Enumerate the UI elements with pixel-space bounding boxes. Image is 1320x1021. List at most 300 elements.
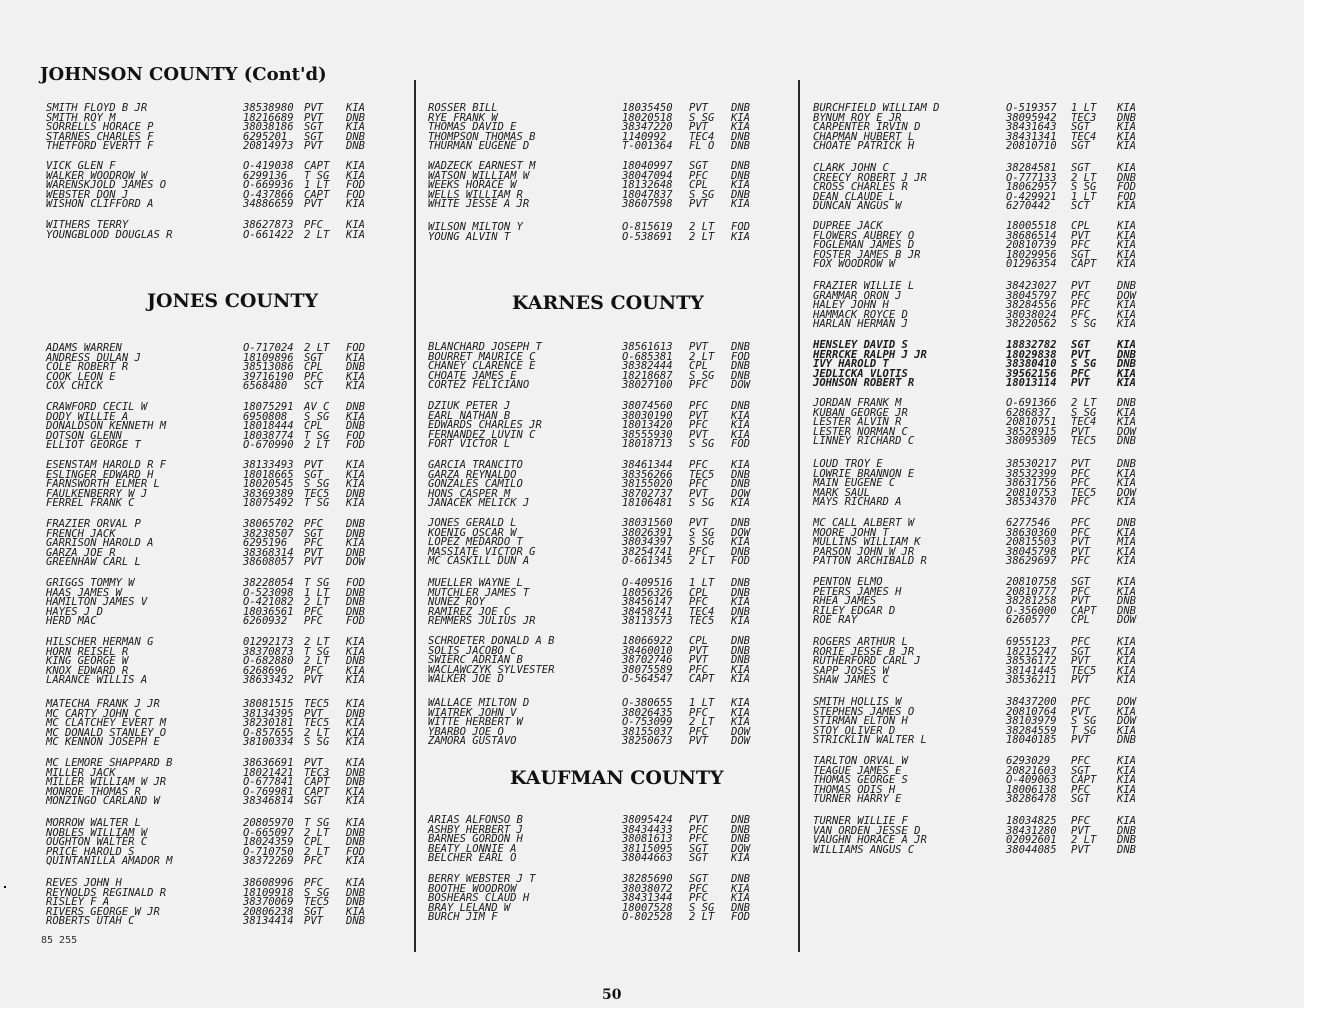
soldier-name: ASHBY HERBERT J	[428, 823, 523, 836]
status: DNB	[346, 130, 365, 143]
soldier-name: SOLIS JACOBO C	[428, 644, 517, 657]
status: DNB	[731, 823, 750, 836]
soldier-name: BLANCHARD JOSEPH T	[428, 341, 542, 353]
status: KIA	[1117, 645, 1136, 658]
serial-number: 38141445	[1006, 664, 1057, 677]
serial-number: 38633432	[243, 674, 294, 687]
status: FOD	[731, 350, 750, 363]
soldier-name: CORTEZ FELICIANO	[428, 379, 530, 392]
soldier-name: MONROE THOMAS R	[46, 785, 141, 798]
soldier-name: SWIERC ADRIAN B	[428, 654, 523, 667]
serial-number: 38081515	[243, 698, 294, 710]
soldier-name: ROBERTS UTAH C	[46, 915, 135, 928]
soldier-name: GREENHAW CARL L	[46, 556, 141, 569]
serial-number: 18075291	[243, 401, 294, 413]
grade: PFC	[304, 855, 323, 868]
soldier-name: LINNEY RICHARD C	[813, 435, 915, 448]
status: KIA	[731, 536, 750, 549]
status: FOD	[346, 342, 365, 354]
soldier-name: ESLINGER EDWARD H	[46, 468, 154, 481]
grade: S SG	[304, 410, 330, 423]
serial-number: O-564547	[622, 673, 673, 686]
serial-number: O-753099	[622, 716, 673, 729]
serial-number: O-409063	[1006, 774, 1057, 787]
status: DNB	[731, 102, 750, 114]
grade: PVT	[1071, 425, 1090, 438]
status: KIA	[1117, 130, 1136, 143]
status: KIA	[1117, 783, 1136, 796]
serial-number: 38134395	[243, 707, 294, 720]
soldier-name: HALEY JOHN H	[813, 299, 889, 312]
serial-number: O-710750	[243, 845, 294, 858]
serial-number: 18075492	[243, 497, 294, 510]
grade: TEC3	[1071, 111, 1097, 124]
grade: PFC	[1071, 467, 1090, 480]
grade: S SG	[1071, 715, 1097, 728]
status: KIA	[346, 468, 365, 481]
soldier-name: WADZECK EARNEST M	[428, 160, 536, 172]
serial-number: O-419038	[243, 160, 294, 172]
grade: PVT	[1071, 536, 1090, 549]
grade: PVT	[689, 198, 708, 211]
serial-number: 38250673	[622, 735, 673, 748]
soldier-name: WALLACE MILTON D	[428, 697, 530, 709]
soldier-name: STEPHENS JAMES O	[813, 705, 915, 718]
serial-number: O-777133	[1006, 171, 1057, 184]
status: FOD	[346, 577, 365, 589]
serial-number: 38238507	[243, 527, 294, 540]
heading-jones-county: JONES COUNTY	[147, 290, 319, 312]
grade: T SG	[304, 497, 330, 510]
grade: PVT	[1071, 377, 1090, 390]
soldier-name: MORROW WALTER L	[46, 817, 141, 829]
serial-number: 38369389	[243, 487, 294, 500]
status: DNB	[731, 517, 750, 529]
serial-number: 18216689	[243, 111, 294, 124]
serial-number: O-356000	[1006, 604, 1057, 617]
soldier-name: YBARBO JOE O	[428, 725, 504, 738]
soldier-name: HORN REISEL R	[46, 645, 129, 658]
grade: S SG	[689, 111, 715, 124]
serial-number: 20810710	[1006, 140, 1057, 153]
soldier-name: DUPREE JACK	[813, 220, 883, 232]
status: KIA	[731, 697, 750, 709]
status: DNB	[1117, 824, 1136, 837]
soldier-name: FAULKENBERRY W J	[46, 487, 148, 500]
status: KIA	[1117, 162, 1136, 174]
serial-number: 38074560	[622, 400, 673, 412]
grade: PFC	[1071, 496, 1090, 509]
serial-number: 20814973	[243, 140, 294, 153]
soldier-name: CARPENTER IRVIN D	[813, 121, 921, 134]
serial-number: 20810753	[1006, 486, 1057, 499]
status: KIA	[1117, 664, 1136, 677]
soldier-name: STARNES CHARLES F	[46, 130, 154, 143]
soldier-name: ROGERS ARTHUR L	[813, 636, 908, 648]
soldier-name: WISHON CLIFFORD A	[46, 198, 154, 211]
status: DNB	[346, 826, 365, 839]
status: KIA	[731, 198, 750, 211]
grade: PVT	[1071, 280, 1090, 292]
grade: PFC	[1071, 555, 1090, 568]
status: KIA	[346, 726, 365, 739]
soldier-name: EDWARDS CHARLES JR	[428, 419, 542, 432]
status: DOW	[731, 379, 750, 392]
grade: TEC3	[304, 766, 330, 779]
status: KIA	[731, 428, 750, 441]
status: DOW	[731, 735, 750, 748]
status: DNB	[346, 420, 365, 433]
grade: PVT	[304, 111, 323, 124]
soldier-name: THOMAS DAVID E	[428, 121, 517, 134]
soldier-name: THURMAN EUGENE D	[428, 140, 530, 153]
status: DNB	[346, 596, 365, 609]
status: DNB	[1117, 843, 1136, 856]
serial-number: 38686514	[1006, 229, 1057, 242]
status: KIA	[731, 111, 750, 124]
serial-number: 38461344	[622, 459, 673, 471]
status: KIA	[1117, 793, 1136, 806]
soldier-name: HERRCKE RALPH J JR	[813, 348, 927, 361]
serial-number: 18132648	[622, 179, 673, 192]
grade: PFC	[689, 545, 708, 558]
soldier-name: KING GEORGE W	[46, 655, 129, 668]
soldier-name: GONZALES CAMILO	[428, 478, 523, 491]
serial-number: 38230181	[243, 717, 294, 730]
soldier-name: MILLER JACK	[46, 766, 116, 779]
soldier-name: HERD MAC	[46, 615, 97, 628]
status: DNB	[1117, 734, 1136, 747]
grade: PFC	[1071, 815, 1090, 827]
grade: T SG	[304, 169, 330, 182]
serial-number: O-665097	[243, 826, 294, 839]
serial-number: 38380410	[1006, 358, 1057, 371]
serial-number: 38607598	[622, 198, 673, 211]
soldier-name: JANACEK MELICK J	[428, 497, 530, 510]
status: KIA	[1117, 258, 1136, 271]
status: KIA	[346, 121, 365, 134]
soldier-name: MC DONALD STANLEY O	[46, 726, 167, 739]
soldier-name: ADAMS WARREN	[46, 342, 122, 354]
serial-number: 18034825	[1006, 815, 1057, 827]
status: KIA	[1117, 239, 1136, 252]
serial-number: 18047837	[622, 188, 673, 201]
grade: PVT	[689, 644, 708, 657]
serial-number: 6568480	[243, 380, 288, 393]
grade: PFC	[304, 877, 323, 889]
soldier-name: DODY WILLIE A	[46, 410, 129, 423]
soldier-name: FARNSWORTH ELMER L	[46, 478, 160, 491]
status: DNB	[731, 188, 750, 201]
serial-number: 38456147	[622, 596, 673, 609]
status: KIA	[1117, 576, 1136, 588]
soldier-name: BURCH JIM F	[428, 911, 498, 924]
grade: 2 LT	[1071, 834, 1097, 847]
soldier-name: RAMIREZ JOE C	[428, 605, 511, 618]
status: KIA	[346, 674, 365, 687]
serial-number: 18021421	[243, 766, 294, 779]
serial-number: 18020518	[622, 111, 673, 124]
grade: 2 LT	[304, 636, 330, 648]
serial-number: 20810758	[1006, 576, 1057, 588]
status: DOW	[1117, 289, 1136, 302]
soldier-name: PATTON ARCHIBALD R	[813, 555, 927, 568]
serial-number: O-857655	[243, 726, 294, 739]
grade: TEC5	[304, 487, 330, 500]
status: DOW	[1117, 425, 1136, 438]
status: KIA	[731, 230, 750, 243]
serial-number: 20810751	[1006, 416, 1057, 429]
grade: S SG	[689, 901, 715, 914]
grade: CAPT	[689, 673, 715, 686]
serial-number: 38431341	[1006, 130, 1057, 143]
grade: SGT	[304, 905, 323, 918]
serial-number: 38423027	[1006, 280, 1057, 292]
soldier-name: BOSHEARS CLAUD H	[428, 892, 530, 905]
soldier-name: WEBSTER DON J	[46, 188, 129, 201]
status: KIA	[1117, 248, 1136, 261]
grade: 2 LT	[304, 655, 330, 668]
grade: PFC	[1071, 755, 1090, 767]
status: KIA	[346, 497, 365, 510]
soldier-name: FOGLEMAN JAMES D	[813, 239, 915, 252]
soldier-name: TURNER HARRY E	[813, 793, 902, 806]
grade: PFC	[689, 169, 708, 182]
soldier-name: YOUNGBLOOD DOUGLAS R	[46, 228, 173, 241]
soldier-name: RYE FRANK W	[428, 111, 498, 124]
serial-number: 20821603	[1006, 764, 1057, 777]
status: DNB	[731, 635, 750, 647]
serial-number: 6260932	[243, 615, 288, 628]
grade: T SG	[304, 645, 330, 658]
grade: 2 LT	[1071, 171, 1097, 184]
status: KIA	[1117, 200, 1136, 213]
grade: TEC5	[1071, 664, 1097, 677]
soldier-name: TARLTON ORVAL W	[813, 755, 908, 767]
serial-number: 38155020	[622, 478, 673, 491]
status: KIA	[346, 636, 365, 648]
status: KIA	[1117, 815, 1136, 827]
soldier-name: MILLER WILLIAM W JR	[46, 776, 167, 789]
serial-number: O-519357	[1006, 102, 1057, 114]
serial-number: 18013114	[1006, 377, 1057, 390]
status: DNB	[731, 140, 750, 153]
grade: S SG	[1071, 406, 1097, 419]
status: DNB	[1117, 595, 1136, 608]
serial-number: 20810739	[1006, 239, 1057, 252]
grade: CPL	[1071, 614, 1090, 627]
soldier-name: WILLIAMS ANGUS C	[813, 843, 915, 856]
soldier-name: WATSON WILLIAM W	[428, 169, 530, 182]
status: KIA	[1117, 655, 1136, 668]
soldier-name: COX CHICK	[46, 380, 103, 393]
serial-number: 18024359	[243, 836, 294, 849]
grade: PFC	[689, 419, 708, 432]
status: KIA	[1117, 636, 1136, 648]
serial-number: 38431344	[622, 892, 673, 905]
grade: PFC	[689, 379, 708, 392]
status: DOW	[731, 842, 750, 855]
status: DNB	[731, 169, 750, 182]
grade: FL O	[689, 140, 715, 153]
status: DNB	[731, 478, 750, 491]
status: KIA	[731, 596, 750, 609]
serial-number: 38081613	[622, 833, 673, 846]
serial-number: O-670990	[243, 439, 294, 452]
grade: 2 LT	[304, 845, 330, 858]
grade: PFC	[1071, 367, 1090, 380]
serial-number: 18040185	[1006, 734, 1057, 747]
soldier-name: NUNEZ ROY	[428, 596, 485, 609]
soldier-name: FRAZIER ORVAL P	[46, 518, 141, 530]
grade: 2 LT	[304, 342, 330, 354]
status: DNB	[1117, 435, 1136, 448]
grade: CPL	[689, 586, 708, 599]
soldier-name: ARIAS ALFONSO B	[428, 814, 523, 826]
status: KIA	[346, 537, 365, 550]
grade: PFC	[304, 615, 323, 628]
status: KIA	[1117, 764, 1136, 777]
serial-number: 38103979	[1006, 715, 1057, 728]
grade: TEC5	[689, 615, 715, 628]
grade: PVT	[689, 121, 708, 134]
grade: SGT	[1071, 576, 1090, 588]
grade: PVT	[1071, 595, 1090, 608]
status: DNB	[346, 546, 365, 559]
status: DNB	[346, 401, 365, 413]
grade: PFC	[1071, 783, 1090, 796]
soldier-name: FLOWERS AUBREY O	[813, 229, 915, 242]
serial-number: O-677841	[243, 776, 294, 789]
grade: 2 LT	[304, 596, 330, 609]
soldier-name: KNOX EDWARD R	[46, 664, 129, 677]
grade: PVT	[689, 428, 708, 441]
status: KIA	[1117, 674, 1136, 687]
grade: PFC	[1071, 585, 1090, 598]
grade: S SG	[304, 736, 330, 749]
soldier-name: STIRMAN ELTON H	[813, 715, 908, 728]
serial-number: 38026435	[622, 706, 673, 719]
status: KIA	[1117, 339, 1136, 351]
soldier-name: CROSS CHARLES R	[813, 181, 908, 194]
grade: T SG	[304, 577, 330, 589]
status: KIA	[1117, 477, 1136, 490]
soldier-name: HAMILTON JAMES V	[46, 596, 148, 609]
serial-number: 38286478	[1006, 793, 1057, 806]
soldier-name: WILSON MILTON Y	[428, 221, 523, 233]
status: FOD	[346, 188, 365, 201]
soldier-name: MC CARTY JOHN C	[46, 707, 141, 720]
serial-number: 18056326	[622, 586, 673, 599]
serial-number: O-661422	[243, 228, 294, 241]
serial-number: 38555930	[622, 428, 673, 441]
serial-number: 38561613	[622, 341, 673, 353]
status: KIA	[1117, 299, 1136, 312]
status: KIA	[731, 179, 750, 192]
soldier-name: KUBAN GEORGE JR	[813, 406, 908, 419]
serial-number: 01296354	[1006, 258, 1057, 271]
soldier-name: LARANCE WILLIS A	[46, 674, 148, 687]
serial-number: 38534370	[1006, 496, 1057, 509]
grade: SCT	[304, 380, 323, 393]
grade: PVT	[1071, 705, 1090, 718]
serial-number: 38038186	[243, 121, 294, 134]
status: KIA	[1117, 140, 1136, 153]
soldier-name: RISLEY F A	[46, 896, 110, 909]
serial-number: 38347220	[622, 121, 673, 134]
serial-number: 6286837	[1006, 406, 1051, 419]
serial-number: 38095424	[622, 814, 673, 826]
soldier-name: REYNOLDS REGINALD R	[46, 886, 167, 899]
grade: PVT	[1071, 655, 1090, 668]
grade: 1 LT	[1071, 190, 1097, 203]
status: KIA	[346, 645, 365, 658]
soldier-name: RORIE JESSE B JR	[813, 645, 915, 658]
serial-number: 38284581	[1006, 162, 1057, 174]
soldier-name: HAAS JAMES W	[46, 586, 122, 599]
serial-number: 38044663	[622, 852, 673, 865]
serial-number: 18018665	[243, 468, 294, 481]
status: KIA	[1117, 220, 1136, 232]
soldier-name: ROSSER BILL	[428, 102, 498, 114]
status: KIA	[346, 219, 365, 231]
status: DNB	[731, 873, 750, 885]
grade: S SG	[689, 536, 715, 549]
status: FOD	[731, 438, 750, 451]
status: KIA	[731, 459, 750, 471]
serial-number: 18832782	[1006, 339, 1057, 351]
grade: 2 LT	[689, 221, 715, 233]
grade: 2 LT	[689, 911, 715, 924]
soldier-name: WEEKS HORACE W	[428, 179, 517, 192]
soldier-name: THOMAS GEORGE S	[813, 774, 908, 787]
serial-number: O-669936	[243, 179, 294, 192]
grade: CAPT	[1071, 604, 1097, 617]
status: KIA	[731, 882, 750, 895]
status: DNB	[346, 140, 365, 153]
status: KIA	[731, 121, 750, 134]
status: KIA	[1117, 121, 1136, 134]
soldier-name: JEDLICKA VLOTIS	[813, 367, 908, 380]
grade: CPL	[689, 360, 708, 373]
serial-number: 38038024	[1006, 308, 1057, 321]
status: KIA	[346, 717, 365, 730]
serial-number: 39562156	[1006, 367, 1057, 380]
grade: PFC	[1071, 526, 1090, 539]
grade: PFC	[689, 478, 708, 491]
serial-number: 20815503	[1006, 536, 1057, 549]
soldier-name: CREECY ROBERT J JR	[813, 171, 927, 184]
status: DOW	[346, 556, 365, 569]
soldier-name: WITHERS TERRY	[46, 219, 129, 231]
soldier-name: GRIGGS TOMMY W	[46, 577, 135, 589]
serial-number: 38629697	[1006, 555, 1057, 568]
grade: PVT	[689, 341, 708, 353]
grade: CPL	[304, 361, 323, 374]
serial-number: 38044085	[1006, 843, 1057, 856]
status: DNB	[731, 341, 750, 353]
scan-speck	[4, 886, 6, 888]
serial-number: 6270442	[1006, 200, 1051, 213]
status: KIA	[1117, 406, 1136, 419]
grade: SGT	[304, 351, 323, 364]
grade: PFC	[689, 400, 708, 412]
status: KIA	[1117, 755, 1136, 767]
grade: PFC	[689, 706, 708, 719]
soldier-name: BELCHER EARL O	[428, 852, 517, 865]
grade: T SG	[1071, 724, 1097, 737]
grade: PFC	[304, 370, 323, 383]
